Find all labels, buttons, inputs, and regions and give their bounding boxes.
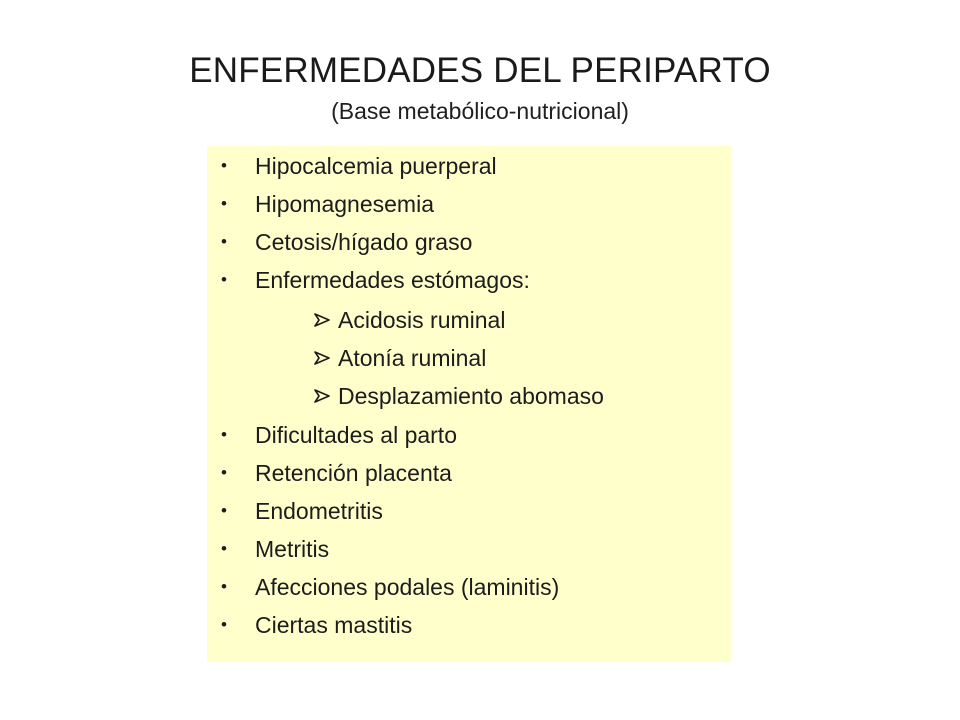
list-item-label: Dificultades al parto — [255, 422, 457, 448]
arrow-bullet-icon — [314, 389, 330, 403]
sub-list-item-acidosis — [207, 304, 731, 336]
sub-list-item-atonia — [207, 342, 731, 374]
list-item-hipomagnesemia — [207, 188, 731, 220]
list-item-cetosis — [207, 226, 731, 258]
sub-list-item-label: Desplazamiento abomaso — [338, 383, 604, 409]
list-item-afecciones-podales — [207, 571, 731, 603]
bullet-dot-icon: • — [221, 539, 227, 558]
bullet-dot-icon: • — [221, 577, 227, 596]
list-item-label: Hipomagnesemia — [255, 191, 434, 217]
list-item-retencion-placenta — [207, 457, 731, 489]
slide-title: ENFERMEDADES DEL PERIPARTO — [189, 51, 771, 90]
list-item-label: Metritis — [255, 536, 330, 562]
bullet-dot-icon: • — [221, 425, 227, 444]
bullet-dot-icon: • — [221, 501, 227, 520]
list-item-label: Ciertas mastitis — [255, 612, 413, 638]
list-item-label: Cetosis/hígado graso — [255, 229, 473, 255]
sub-list-item-desplazamiento — [207, 380, 731, 412]
list-item-enfermedades-estomagos — [207, 264, 731, 296]
bullet-dot-icon: • — [221, 156, 227, 175]
bullet-dot-icon: • — [221, 232, 227, 251]
sub-list-item-label: Acidosis ruminal — [338, 307, 506, 333]
bullet-dot-icon: • — [221, 270, 227, 289]
list-item-metritis — [207, 533, 731, 565]
list-item-label: Hipocalcemia puerperal — [255, 153, 497, 179]
list-item-label: Endometritis — [255, 498, 383, 524]
list-item-dificultades-parto — [207, 419, 731, 451]
list-item-label: Afecciones podales (laminitis) — [255, 574, 560, 600]
list-item-endometritis — [207, 495, 731, 527]
list-item-label: Retención placenta — [255, 460, 452, 486]
list-item-label: Enfermedades estómagos: — [255, 267, 530, 293]
bullet-dot-icon: • — [221, 615, 227, 634]
slide-subtitle: (Base metabólico-nutricional) — [331, 98, 629, 124]
bullet-dot-icon: • — [221, 194, 227, 213]
arrow-bullet-icon — [314, 351, 330, 365]
content-box — [207, 146, 731, 662]
bullet-dot-icon: • — [221, 463, 227, 482]
sub-list-item-label: Atonía ruminal — [338, 345, 487, 371]
list-item-hipocalcemia — [207, 150, 731, 182]
arrow-bullet-icon — [314, 313, 330, 327]
list-item-ciertas-mastitis — [207, 609, 731, 641]
